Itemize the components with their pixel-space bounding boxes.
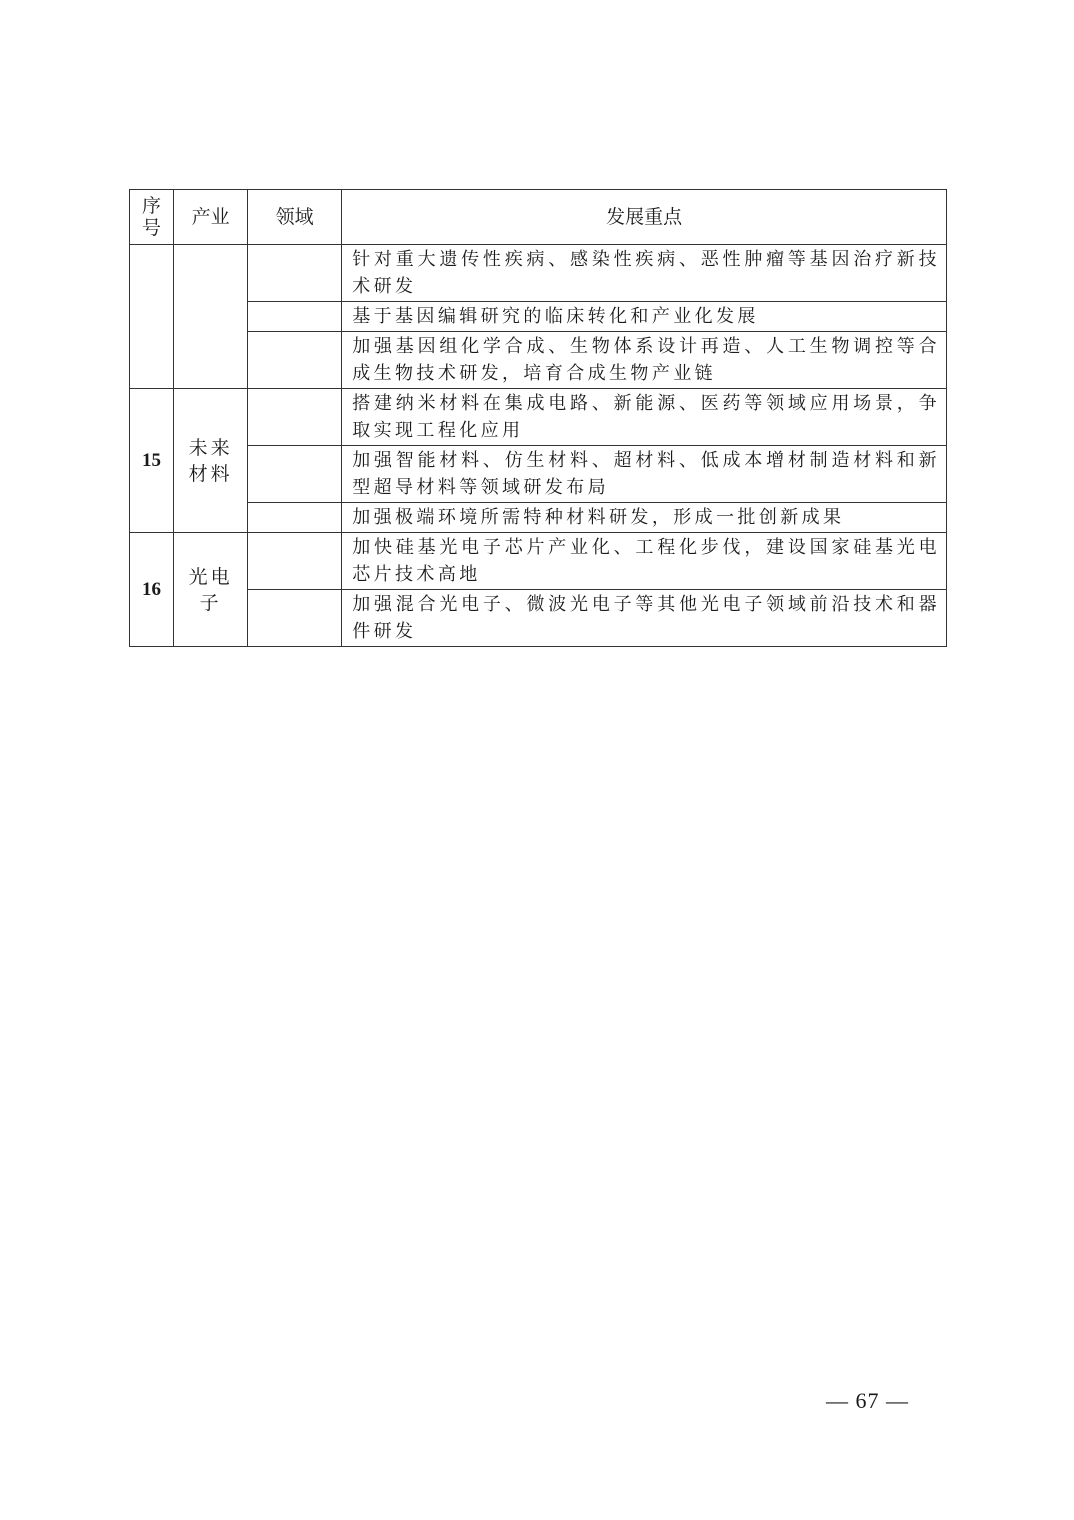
- field-cell: [248, 590, 342, 647]
- field-cell: [248, 503, 342, 533]
- table-header-row: [130, 190, 947, 245]
- field-cell: [248, 332, 342, 389]
- focus-cell: 加强基因组化学合成、生物体系设计再造、人工生物调控等合成生物技术研发，培育合成生物产业链: [342, 332, 947, 389]
- table-row: [130, 590, 947, 647]
- field-cell: [248, 245, 342, 302]
- industry-cell: [174, 533, 248, 647]
- table-row: [130, 533, 947, 590]
- seq-cell: 16: [130, 533, 174, 647]
- industry-label: 未来材料: [188, 436, 233, 485]
- development-focus-table: [129, 189, 947, 647]
- focus-cell: 加强混合光电子、微波光电子等其他光电子领域前沿技术和器件研发: [342, 590, 947, 647]
- focus-cell: 搭建纳米材料在集成电路、新能源、医药等领域应用场景，争取实现工程化应用: [342, 389, 947, 446]
- seq-cell: 15: [130, 389, 174, 533]
- seq-cell-continued: [130, 245, 174, 389]
- industry-label: 光电子: [188, 565, 233, 614]
- focus-cell: 基于基因编辑研究的临床转化和产业化发展: [342, 302, 947, 332]
- page-number: — 67 —: [826, 1388, 909, 1413]
- field-cell: [248, 446, 342, 503]
- table-row: [130, 332, 947, 389]
- field-cell: [248, 389, 342, 446]
- table-row: [130, 503, 947, 533]
- table-row: [130, 245, 947, 302]
- table-row: [130, 389, 947, 446]
- focus-cell: 加强极端环境所需特种材料研发，形成一批创新成果: [342, 503, 947, 533]
- header-field: 领域: [248, 190, 342, 245]
- header-seq: 序号: [130, 190, 174, 245]
- header-industry: 产业: [174, 190, 248, 245]
- header-focus: 发展重点: [342, 190, 947, 245]
- field-cell: [248, 302, 342, 332]
- industry-cell: [174, 389, 248, 533]
- industry-cell-continued: [174, 245, 248, 389]
- table-row: [130, 446, 947, 503]
- focus-cell: 针对重大遗传性疾病、感染性疾病、恶性肿瘤等基因治疗新技术研发: [342, 245, 947, 302]
- table-row: [130, 302, 947, 332]
- field-cell: [248, 533, 342, 590]
- focus-cell: 加快硅基光电子芯片产业化、工程化步伐，建设国家硅基光电芯片技术高地: [342, 533, 947, 590]
- focus-cell: 加强智能材料、仿生材料、超材料、低成本增材制造材料和新型超导材料等领域研发布局: [342, 446, 947, 503]
